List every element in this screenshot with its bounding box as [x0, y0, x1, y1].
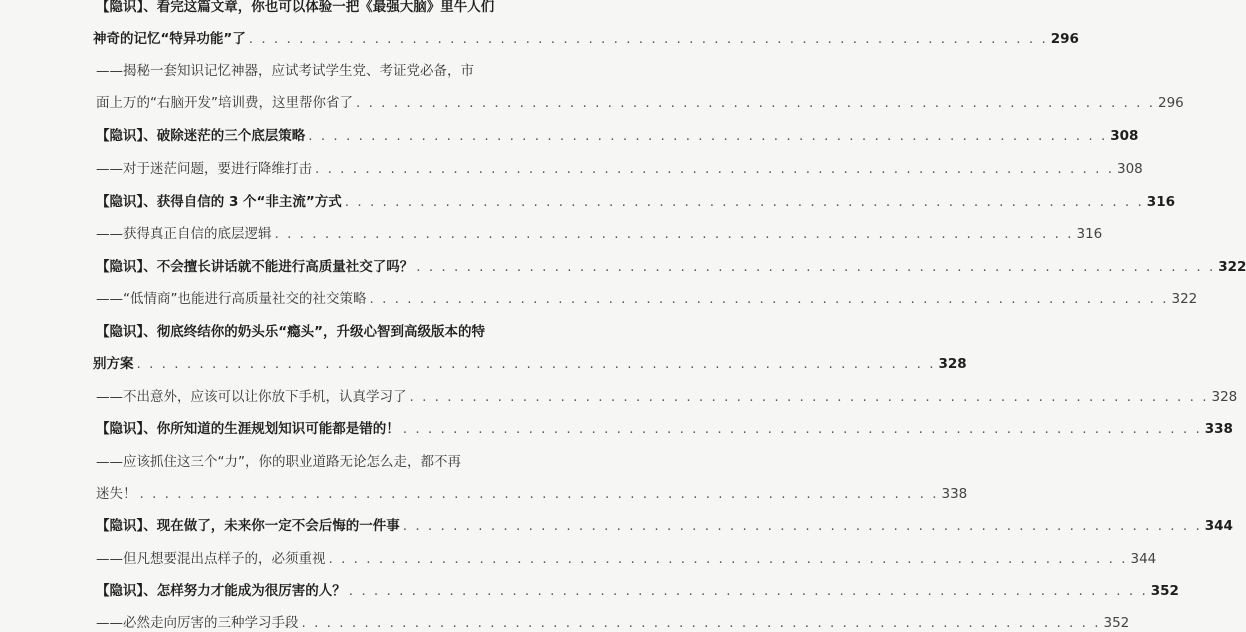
- page-number: 316: [1146, 194, 1175, 210]
- dot-leader: . . . . . . . . . . . . . . . . . . . . . . . . . . . . . . . . . . . . . . . . . . . . . . . . . . . . . . . . . . . . . . . .: [301, 615, 1101, 631]
- dot-leader: . . . . . . . . . . . . . . . . . . . . . . . . . . . . . . . . . . . . . . . . . . . . . . . . . . . . . . . . . . . . . . . .: [248, 31, 1048, 47]
- chapter-title: 【隐识】、怎样努力才能成为很厉害的人？: [96, 583, 346, 599]
- page-number: 308: [1117, 161, 1143, 177]
- chapter-subtitle: ——对于迷茫问题，要进行降维打击: [96, 161, 312, 177]
- page-number: 338: [941, 486, 968, 502]
- page-number: 344: [1204, 518, 1233, 534]
- toc-subtitle-line[interactable]: [96, 62, 538, 80]
- chapter-title: 【隐识】、彻底终结你的奶头乐“瘾头”，升级心智到高级版本的特: [96, 324, 485, 340]
- toc-chapter-line[interactable]: [96, 193, 1175, 211]
- page-number: 328: [938, 356, 967, 372]
- chapter-title: 【隐识】、获得自信的 3 个“非主流”方式: [96, 194, 342, 210]
- toc-subtitle-line[interactable]: [96, 485, 968, 503]
- chapter-title: 【隐识】、不会擅长讲话就不能进行高质量社交了吗？: [96, 259, 414, 275]
- page-number: 328: [1211, 389, 1238, 405]
- page-number: 308: [1110, 128, 1139, 144]
- toc-subtitle-line[interactable]: [96, 94, 1184, 112]
- chapter-subtitle: ——应该抓住这三个“力”，你的职业道路无论怎么走，都不再: [96, 454, 461, 470]
- toc-chapter-line[interactable]: [96, 582, 1179, 600]
- dot-leader: . . . . . . . . . . . . . . . . . . . . . . . . . . . . . . . . . . . . . . . . . . . . . . . . . . . . . . . . . . . . . . . .: [315, 161, 1114, 177]
- toc-subtitle-line[interactable]: [96, 453, 538, 471]
- dot-leader: . . . . . . . . . . . . . . . . . . . . . . . . . . . . . . . . . . . . . . . . . . . . . . . . . . . . . . . . . . . . . . . .: [136, 356, 936, 372]
- dot-leader: . . . . . . . . . . . . . . . . . . . . . . . . . . . . . . . . . . . . . . . . . . . . . . . . . . . . . . . . . . . . . . . .: [402, 518, 1202, 534]
- chapter-title: 别方案: [93, 356, 134, 372]
- chapter-subtitle: ——获得真正自信的底层逻辑: [96, 226, 272, 242]
- toc-subtitle-line[interactable]: [96, 160, 1143, 178]
- toc-subtitle-line[interactable]: [96, 614, 1130, 632]
- toc-chapter-line[interactable]: [96, 517, 1233, 535]
- chapter-subtitle: ——必然走向厉害的三种学习手段: [96, 615, 299, 631]
- dot-leader: . . . . . . . . . . . . . . . . . . . . . . . . . . . . . . . . . . . . . . . . . . . . . . . . . . . . . . . . . . . . . . . .: [409, 389, 1209, 405]
- dot-leader: . . . . . . . . . . . . . . . . . . . . . . . . . . . . . . . . . . . . . . . . . . . . . . . . . . . . . . . . . . . . . . . .: [369, 291, 1169, 307]
- page-number: 344: [1130, 551, 1157, 567]
- chapter-title: 神奇的记忆“特异功能”了: [93, 31, 246, 47]
- chapter-subtitle: ——不出意外，应该可以让你放下手机，认真学习了: [96, 389, 407, 405]
- toc-subtitle-line[interactable]: [96, 290, 1198, 308]
- dot-leader: . . . . . . . . . . . . . . . . . . . . . . . . . . . . . . . . . . . . . . . . . . . . . . . . . . . . . . . . . . . . . . . .: [416, 259, 1216, 275]
- chapter-subtitle: ——“低情商”也能进行高质量社交的社交策略: [96, 291, 367, 307]
- page-number: 338: [1204, 421, 1233, 437]
- page-number: 352: [1103, 615, 1130, 631]
- chapter-subtitle: 迷失！: [96, 486, 137, 502]
- toc-chapter-line[interactable]: [93, 355, 967, 373]
- chapter-title: 【隐识】、看完这篇文章，你也可以体验一把《最强大脑》里牛人们: [96, 0, 495, 15]
- dot-leader: . . . . . . . . . . . . . . . . . . . . . . . . . . . . . . . . . . . . . . . . . . . . . . . . . . . . . . . . . . . . . . . .: [356, 95, 1155, 111]
- toc-chapter-line[interactable]: [96, 420, 1233, 438]
- chapter-subtitle: 面上万的“右脑开发”培训费，这里帮你省了: [96, 95, 353, 111]
- chapter-title: 【隐识】、现在做了，未来你一定不会后悔的一件事: [96, 518, 400, 534]
- dot-leader: . . . . . . . . . . . . . . . . . . . . . . . . . . . . . . . . . . . . . . . . . . . . . . . . . . . . . . . . . . . . . . . .: [308, 128, 1108, 144]
- dot-leader: . . . . . . . . . . . . . . . . . . . . . . . . . . . . . . . . . . . . . . . . . . . . . . . . . . . . . . . . . . . . . . . .: [328, 551, 1128, 567]
- page-number: 322: [1171, 291, 1198, 307]
- toc-subtitle-line[interactable]: [96, 388, 1238, 406]
- toc-chapter-line[interactable]: [93, 30, 1079, 48]
- toc-chapter-line[interactable]: [96, 323, 538, 341]
- dot-leader: . . . . . . . . . . . . . . . . . . . . . . . . . . . . . . . . . . . . . . . . . . . . . . . . . . . . . . . . . . . . . . . .: [344, 194, 1144, 210]
- dot-leader: . . . . . . . . . . . . . . . . . . . . . . . . . . . . . . . . . . . . . . . . . . . . . . . . . . . . . . . . . . . . . . . .: [402, 421, 1202, 437]
- chapter-title: 【隐识】、你所知道的生涯规划知识可能都是错的！: [96, 421, 400, 437]
- page-number: 352: [1150, 583, 1179, 599]
- toc-chapter-line[interactable]: [96, 0, 538, 16]
- chapter-subtitle: ——但凡想要混出点样子的，必须重视: [96, 551, 326, 567]
- chapter-subtitle: ——揭秘一套知识记忆神器，应试考试学生党、考证党必备，市: [96, 63, 474, 79]
- dot-leader: . . . . . . . . . . . . . . . . . . . . . . . . . . . . . . . . . . . . . . . . . . . . . . . . . . . . . . . . . . . . . . . .: [348, 583, 1148, 599]
- page-number: 316: [1076, 226, 1103, 242]
- toc-chapter-line[interactable]: [96, 258, 1246, 276]
- dot-leader: . . . . . . . . . . . . . . . . . . . . . . . . . . . . . . . . . . . . . . . . . . . . . . . . . . . . . . . . . . . . . . . .: [274, 226, 1074, 242]
- page-number: 322: [1218, 259, 1246, 275]
- toc-subtitle-line[interactable]: [96, 225, 1103, 243]
- toc-subtitle-line[interactable]: [96, 550, 1157, 568]
- dot-leader: . . . . . . . . . . . . . . . . . . . . . . . . . . . . . . . . . . . . . . . . . . . . . . . . . . . . . . . . . . . . . . . .: [139, 486, 939, 502]
- chapter-title: 【隐识】、破除迷茫的三个底层策略: [96, 128, 306, 144]
- toc-chapter-line[interactable]: [96, 127, 1139, 145]
- page-number: 296: [1050, 31, 1079, 47]
- page-number: 296: [1158, 95, 1184, 111]
